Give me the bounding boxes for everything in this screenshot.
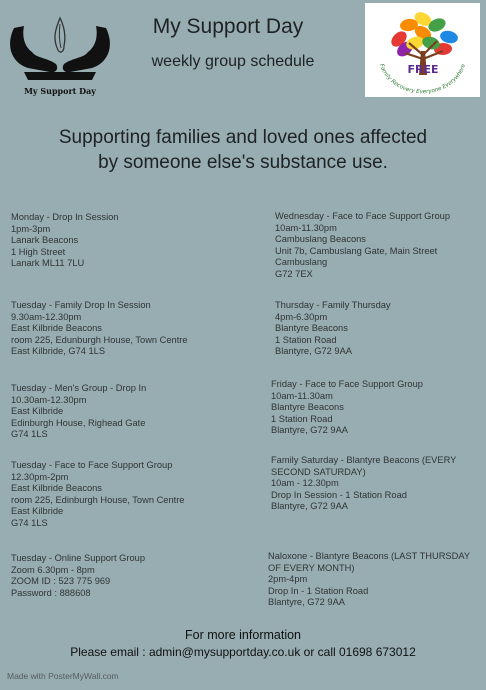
- hands-heart-icon: [4, 6, 116, 86]
- session-heading: Tuesday - Men's Group - Drop In: [11, 383, 147, 393]
- session-detail: 10am - 12.30pm: [271, 478, 339, 488]
- session-detail: Lanark Beacons: [11, 235, 79, 245]
- tagline-line-2: by someone else's substance use.: [98, 152, 388, 173]
- session-detail: Unit 7b, Cambuslang Gate, Main Street: [275, 245, 438, 256]
- session-detail: Cambuslang Beacons: [275, 234, 366, 244]
- session-heading: Tuesday - Face to Face Support Group: [11, 460, 173, 470]
- session-left-4: [11, 460, 261, 529]
- session-detail: room 225, Edunburgh House, Town Centre: [11, 334, 188, 345]
- session-detail: Blantyre, G72 9AA: [271, 501, 348, 511]
- session-detail: 10.30am-12.30pm: [11, 394, 87, 405]
- session-detail: room 225, Edinburgh House, Town Centre: [11, 494, 185, 505]
- session-heading: Friday - Face to Face Support Group: [271, 379, 423, 389]
- contact-text: Please email : admin@mysupportday.co.uk or call 01698 673012: [70, 645, 416, 659]
- leaf: [439, 29, 459, 45]
- tagline-line-1: Supporting families and loved ones affected: [58, 127, 428, 148]
- session-left-2: [11, 300, 261, 358]
- logo-caption: My Support Day: [24, 86, 96, 96]
- session-detail: Edinburgh House, Righead Gate: [11, 417, 146, 428]
- session-detail: 10am-11.30pm: [275, 222, 337, 233]
- session-right-5: [268, 551, 474, 609]
- session-detail: 10am-11.30am: [271, 390, 333, 401]
- session-detail: 2pm-4pm: [268, 574, 308, 584]
- session-right-1: [275, 211, 481, 280]
- session-detail: 1 Station Road: [271, 413, 333, 424]
- session-detail: Blantyre Beacons: [271, 402, 344, 412]
- session-detail: Password : 888608: [11, 587, 91, 598]
- session-left-5: [11, 553, 261, 599]
- session-detail: East Kilbride, G74 1LS: [11, 346, 106, 356]
- tree-icon: [365, 3, 480, 97]
- session-detail: G74 1LS: [11, 517, 48, 528]
- session-heading: Wednesday - Face to Face Support Group: [275, 211, 451, 221]
- session-detail: East Kilbride: [11, 406, 64, 416]
- my-support-day-logo: [4, 6, 116, 96]
- session-detail: Zoom 6.30pm - 8pm: [11, 564, 95, 575]
- tagline: [0, 125, 486, 175]
- session-detail: 1 High Street: [11, 246, 66, 257]
- session-detail: 1pm-3pm: [11, 223, 51, 234]
- session-detail: Blantyre, G72 9AA: [268, 597, 345, 607]
- session-detail: Drop In Session - 1 Station Road: [271, 489, 407, 500]
- session-detail: East Kilbride Beacons: [11, 483, 102, 493]
- session-left-1: [11, 212, 261, 270]
- session-detail: 9.30am-12.30pm: [11, 311, 82, 322]
- session-detail: Blantyre, G72 9AA: [271, 425, 348, 435]
- session-detail: ZOOM ID : 523 775 969: [11, 576, 111, 586]
- session-heading: Monday - Drop In Session: [11, 212, 119, 222]
- page-title: My Support Day: [152, 15, 304, 38]
- session-detail: G74 1LS: [11, 429, 48, 439]
- session-detail: Lanark ML11 7LU: [11, 258, 85, 268]
- session-right-3: [271, 379, 477, 437]
- session-detail: G72 7EX: [275, 268, 313, 279]
- session-detail: 1 Station Road: [275, 334, 337, 345]
- free-logo-arc-text: Family Recovery Everyone Everywhere: [377, 63, 468, 96]
- session-heading: Tuesday - Online Support Group: [11, 553, 146, 563]
- session-detail: Blantyre Beacons: [275, 323, 348, 333]
- made-with-credit: Made with PosterMyWall.com: [7, 671, 119, 681]
- session-detail: 12.30pm-2pm: [11, 471, 69, 482]
- free-logo: [365, 3, 480, 97]
- session-heading: Family Saturday - Blantyre Beacons (EVERY SECOND SATURDAY): [271, 455, 457, 477]
- session-heading: Tuesday - Family Drop In Session: [11, 300, 151, 310]
- session-heading: Naloxone - Blantyre Beacons (LAST THURSDAY OF EVERY MONTH): [268, 551, 470, 573]
- session-heading: Thursday - Family Thursday: [275, 300, 391, 310]
- session-right-2: [275, 300, 481, 358]
- free-logo-text: FREE: [407, 63, 439, 76]
- page-subtitle: weekly group schedule: [151, 53, 315, 70]
- session-detail: East Kilbride Beacons: [11, 323, 102, 333]
- session-detail: 4pm-6.30pm: [275, 311, 328, 322]
- session-detail: East Kilbride: [11, 506, 64, 516]
- more-info-text: For more information: [184, 628, 301, 642]
- session-detail: Drop In - 1 Station Road: [268, 585, 369, 596]
- session-detail: Cambuslang: [275, 257, 328, 267]
- session-right-4: [271, 455, 477, 513]
- session-detail: Blantyre, G72 9AA: [275, 346, 352, 356]
- session-left-3: [11, 383, 261, 441]
